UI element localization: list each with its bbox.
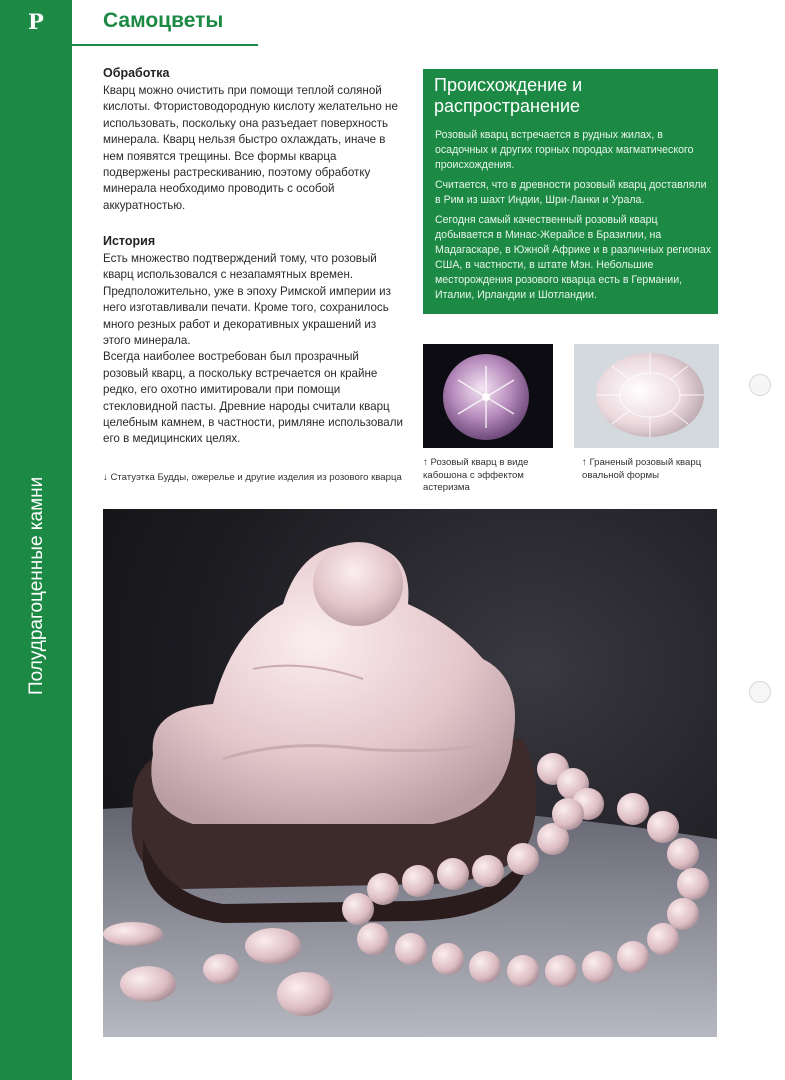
binder-hole	[749, 374, 771, 396]
history-heading: История	[103, 234, 156, 248]
origin-paragraph: Сегодня самый качественный розовый кварц добывается в Минас-Жерайсе в Бразилии, на Мадагаскаре, в Южной Африке и в различных регионах США, в частности, в штате Мэн. Небольшие месторождения розового кварца есть в Германии, Италии, Ирландии и Шотландии.	[435, 214, 712, 301]
origin-box-title: Происхождение и распространение	[434, 75, 583, 116]
processing-text	[103, 83, 403, 214]
origin-info-box	[423, 69, 718, 314]
cabochon-caption: ↑ Розовый кварц в виде кабошона с эффектом астеризма	[423, 457, 529, 493]
history-text	[103, 251, 403, 448]
origin-paragraph: Считается, что в древности розовый кварц доставляли в Рим из шахт Индии, Шри-Ланки и Урала.	[435, 179, 707, 206]
faceted-gem-illustration	[574, 344, 719, 448]
buddha-statue-photo	[103, 509, 717, 1037]
main-photo-caption: ↓ Статуэтка Будды, ожерелье и другие изделия из розового кварца	[103, 472, 402, 483]
side-bar	[0, 0, 72, 1080]
buddha-necklace-illustration	[103, 509, 717, 1037]
origin-box-text	[435, 128, 713, 308]
header-divider	[72, 44, 258, 46]
page-title: Самоцветы	[103, 9, 224, 32]
faceted-photo	[574, 344, 719, 448]
side-category-label: Полудрагоценные камни	[26, 476, 47, 695]
history-paragraph: Есть множество подтверждений тому, что розовый кварц использовался с незапамятных времен. Предположительно, уже в эпоху Римской империи из него изготавливали печати. Кроме того, сохранилось много резных работ и декоративных украшений из этого минерала.	[103, 252, 391, 348]
processing-paragraph: Кварц можно очистить при помощи теплой соляной кислоты. Фтористоводородную кислоту желательно не использовать, поскольку она разъедает поверхность минерала. Кварц нельзя быстро охлаждать, иначе в нем появятся трещины. Все формы кварца подвержены растрескиванию, поэтому обработку минерала необходимо проводить с особой аккуратностью.	[103, 84, 398, 212]
history-paragraph: Всегда наиболее востребован был прозрачный розовый кварц, а поскольку встречается он крайне редко, его охотно имитировали при помощи стекловидной пасты. Древние народы считали кварц целебным камнем, в частности, римляне использовали его в медицинских целях.	[103, 350, 403, 446]
cabochon-photo	[423, 344, 553, 448]
binder-hole	[749, 681, 771, 703]
origin-paragraph: Розовый кварц встречается в рудных жилах, в осадочных и других горных породах магматического происхождения.	[435, 129, 694, 171]
faceted-caption: ↑ Граненый розовый кварц овальной формы	[582, 457, 702, 481]
section-letter: Р	[28, 9, 44, 34]
processing-heading: Обработка	[103, 66, 170, 80]
section-letter-box	[0, 0, 72, 44]
cabochon-illustration	[423, 344, 553, 448]
